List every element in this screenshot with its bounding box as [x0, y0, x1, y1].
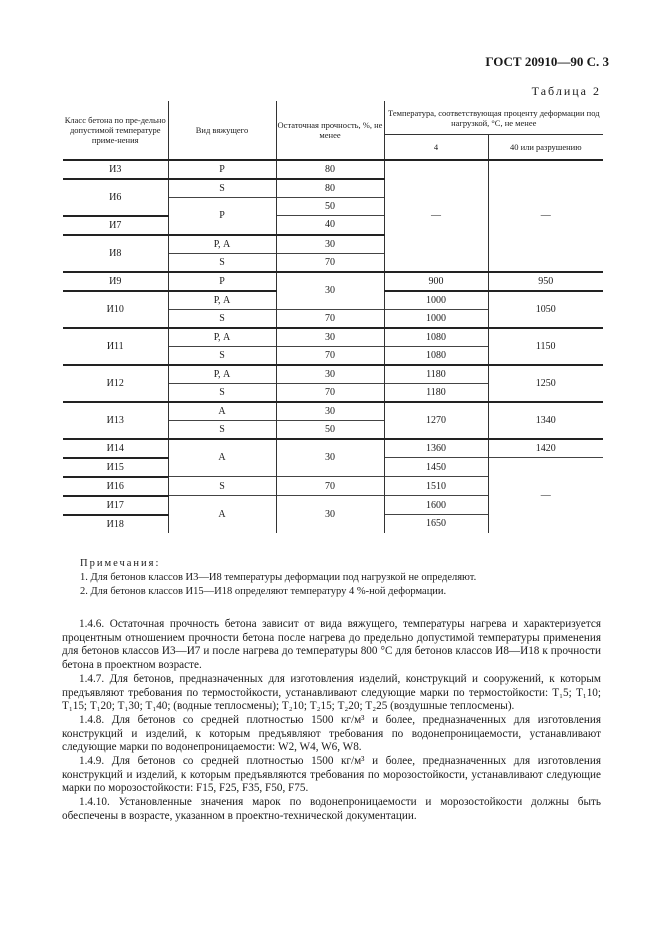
paragraph-1-4-7: 1.4.7. Для бетонов, предназначенных для изготовления изделий, конструкций и сооружений, к которым предъявляют требования по термостойкости, устанавливают следующие марки по термостойкости: Т₁5; Т₁10; Т₁15; Т₁20; Т₁30; Т₁40; (водные теплосмены); Т₂10; Т₂15; Т₂20; Т₂25 (воздушные теплосмены). — [62, 672, 601, 713]
header-temp-40: 40 или разрушению — [488, 135, 603, 161]
class-cell: И6 — [109, 191, 122, 203]
strength-cell: 30 — [276, 439, 384, 477]
class-cell: И7 — [63, 216, 168, 235]
temp4-cell: 1650 — [384, 515, 488, 533]
strength-cell: 80 — [276, 160, 384, 179]
binder-cell: Р, А — [168, 365, 276, 384]
temp4-cell: 900 — [384, 272, 488, 291]
strength-cell: 50 — [276, 420, 384, 439]
header-binder: Вид вяжущего — [168, 101, 276, 160]
binder-cell: S — [168, 383, 276, 402]
temp40-cell: 1150 — [488, 328, 603, 365]
temp4-cell: 1360 — [384, 439, 488, 458]
strength-cell: 70 — [276, 383, 384, 402]
binder-cell: Р — [168, 272, 276, 291]
temp40-cell: — — [488, 458, 603, 533]
class-cell: И10 — [106, 303, 124, 315]
strength-cell: 30 — [276, 272, 384, 310]
table-caption: Таблица 2 — [531, 84, 601, 98]
binder-cell: S — [168, 309, 276, 328]
header-residual-strength: Остаточная прочность, %, не менее — [276, 101, 384, 160]
temp40-cell: 1420 — [488, 439, 603, 458]
note-2: 2. Для бетонов классов И15—И18 определяют температуру 4 %-ной деформации. — [80, 586, 447, 597]
temp4-cell: 1000 — [384, 309, 488, 328]
strength-cell: 80 — [276, 179, 384, 198]
paragraph-1-4-10: 1.4.10. Установленные значения марок по водонепроницаемости и морозостойкости должны быть обеспечены в возрасте, указанном в проектно-технической документации. — [62, 796, 601, 822]
binder-cell: S — [168, 253, 276, 272]
strength-cell: 30 — [276, 235, 384, 254]
binder-cell: А — [168, 496, 276, 533]
class-cell: И17 — [63, 496, 168, 515]
header-class: Класс бетона по пре-дельно допустимой температуре приме-нения — [63, 101, 168, 160]
temp4-cell: 1600 — [384, 496, 488, 515]
class-cell: И18 — [63, 515, 168, 533]
temp40-cell: 1050 — [488, 291, 603, 328]
strength-cell: 30 — [276, 328, 384, 347]
note-1: 1. Для бетонов классов И3—И8 температуры деформации под нагрузкой не определяют. — [80, 572, 477, 583]
notes-title: Примечания: — [80, 558, 161, 569]
temp40-cell: — — [488, 160, 603, 272]
class-cell: И11 — [106, 340, 124, 352]
binder-cell: Р, А — [168, 235, 276, 254]
temp4-cell: 1180 — [384, 383, 488, 402]
temp40-cell: 1340 — [488, 402, 603, 439]
temp4-cell: 1080 — [384, 346, 488, 365]
binder-cell: S — [168, 420, 276, 439]
binder-cell: А — [168, 402, 276, 421]
data-table — [63, 101, 603, 533]
binder-cell: Р — [168, 160, 276, 179]
class-cell: И12 — [106, 377, 124, 389]
temp4-cell: 1270 — [384, 402, 488, 439]
class-cell: И15 — [63, 458, 168, 477]
temp4-cell: 1180 — [384, 365, 488, 384]
strength-cell: 50 — [276, 198, 384, 216]
strength-cell: 40 — [276, 216, 384, 235]
paragraph-1-4-8: 1.4.8. Для бетонов со средней плотностью 1500 кг/м³ и более, предназначенных для изготовления конструкций и изделий, к которым предъявляют требования по водонепроницаемости, устанавливают следующие марки по водонепроницаемости: W2, W4, W6, W8. — [62, 713, 601, 754]
page-header: ГОСТ 20910—90 С. 3 — [485, 54, 609, 69]
binder-cell: Р, А — [168, 328, 276, 347]
temp4-cell: — — [384, 160, 488, 272]
binder-cell: S — [168, 346, 276, 365]
temp4-cell: 1000 — [384, 291, 488, 310]
temp4-cell: 1080 — [384, 328, 488, 347]
strength-cell: 70 — [276, 309, 384, 328]
strength-cell: 30 — [276, 402, 384, 421]
class-cell: И3 — [109, 164, 122, 175]
paragraph-1-4-6: 1.4.6. Остаточная прочность бетона зависит от вида вяжущего, температуры нагрева и характеризуется процентным отношением прочности бетона после нагрева до предельно допустимой температуры применения для бетонов классов И3—И7 и после нагрева до температуры 800 °С для бетонов классов И8—И18 к прочности бетона в проектном возрасте. — [62, 618, 601, 672]
class-cell: И8 — [109, 247, 122, 259]
header-temperature: Температура, соответствующая проценту деформации под нагрузкой, °С, не менее — [384, 101, 603, 135]
strength-cell: 30 — [276, 496, 384, 533]
class-cell: И14 — [106, 442, 124, 454]
temp4-cell: 1450 — [384, 458, 488, 477]
strength-cell: 70 — [276, 253, 384, 272]
binder-cell: А — [168, 439, 276, 477]
paragraph-1-4-9: 1.4.9. Для бетонов со средней плотностью 1500 кг/м³ и более, предназначенных для изготовления конструкций и изделий, к которым предъявляются требования по морозостойкости, устанавливают следующие марки по морозостойкости: F15, F25, F35, F50, F75. — [62, 755, 601, 795]
class-cell: И16 — [63, 477, 168, 496]
strength-cell: 70 — [276, 346, 384, 365]
class-cell: И13 — [106, 414, 124, 426]
body-text — [62, 618, 601, 824]
binder-cell: S — [168, 179, 276, 198]
temp4-cell: 1510 — [384, 477, 488, 496]
header-temp-4: 4 — [384, 135, 488, 161]
temp40-cell: 950 — [488, 272, 603, 291]
temp40-cell: 1250 — [488, 365, 603, 402]
strength-cell: 70 — [276, 477, 384, 496]
binder-cell: S — [168, 477, 276, 496]
strength-cell: 30 — [276, 365, 384, 384]
binder-cell: Р, А — [168, 291, 276, 310]
table-notes — [80, 557, 476, 599]
class-cell: И9 — [109, 275, 122, 287]
binder-cell: Р — [168, 198, 276, 235]
